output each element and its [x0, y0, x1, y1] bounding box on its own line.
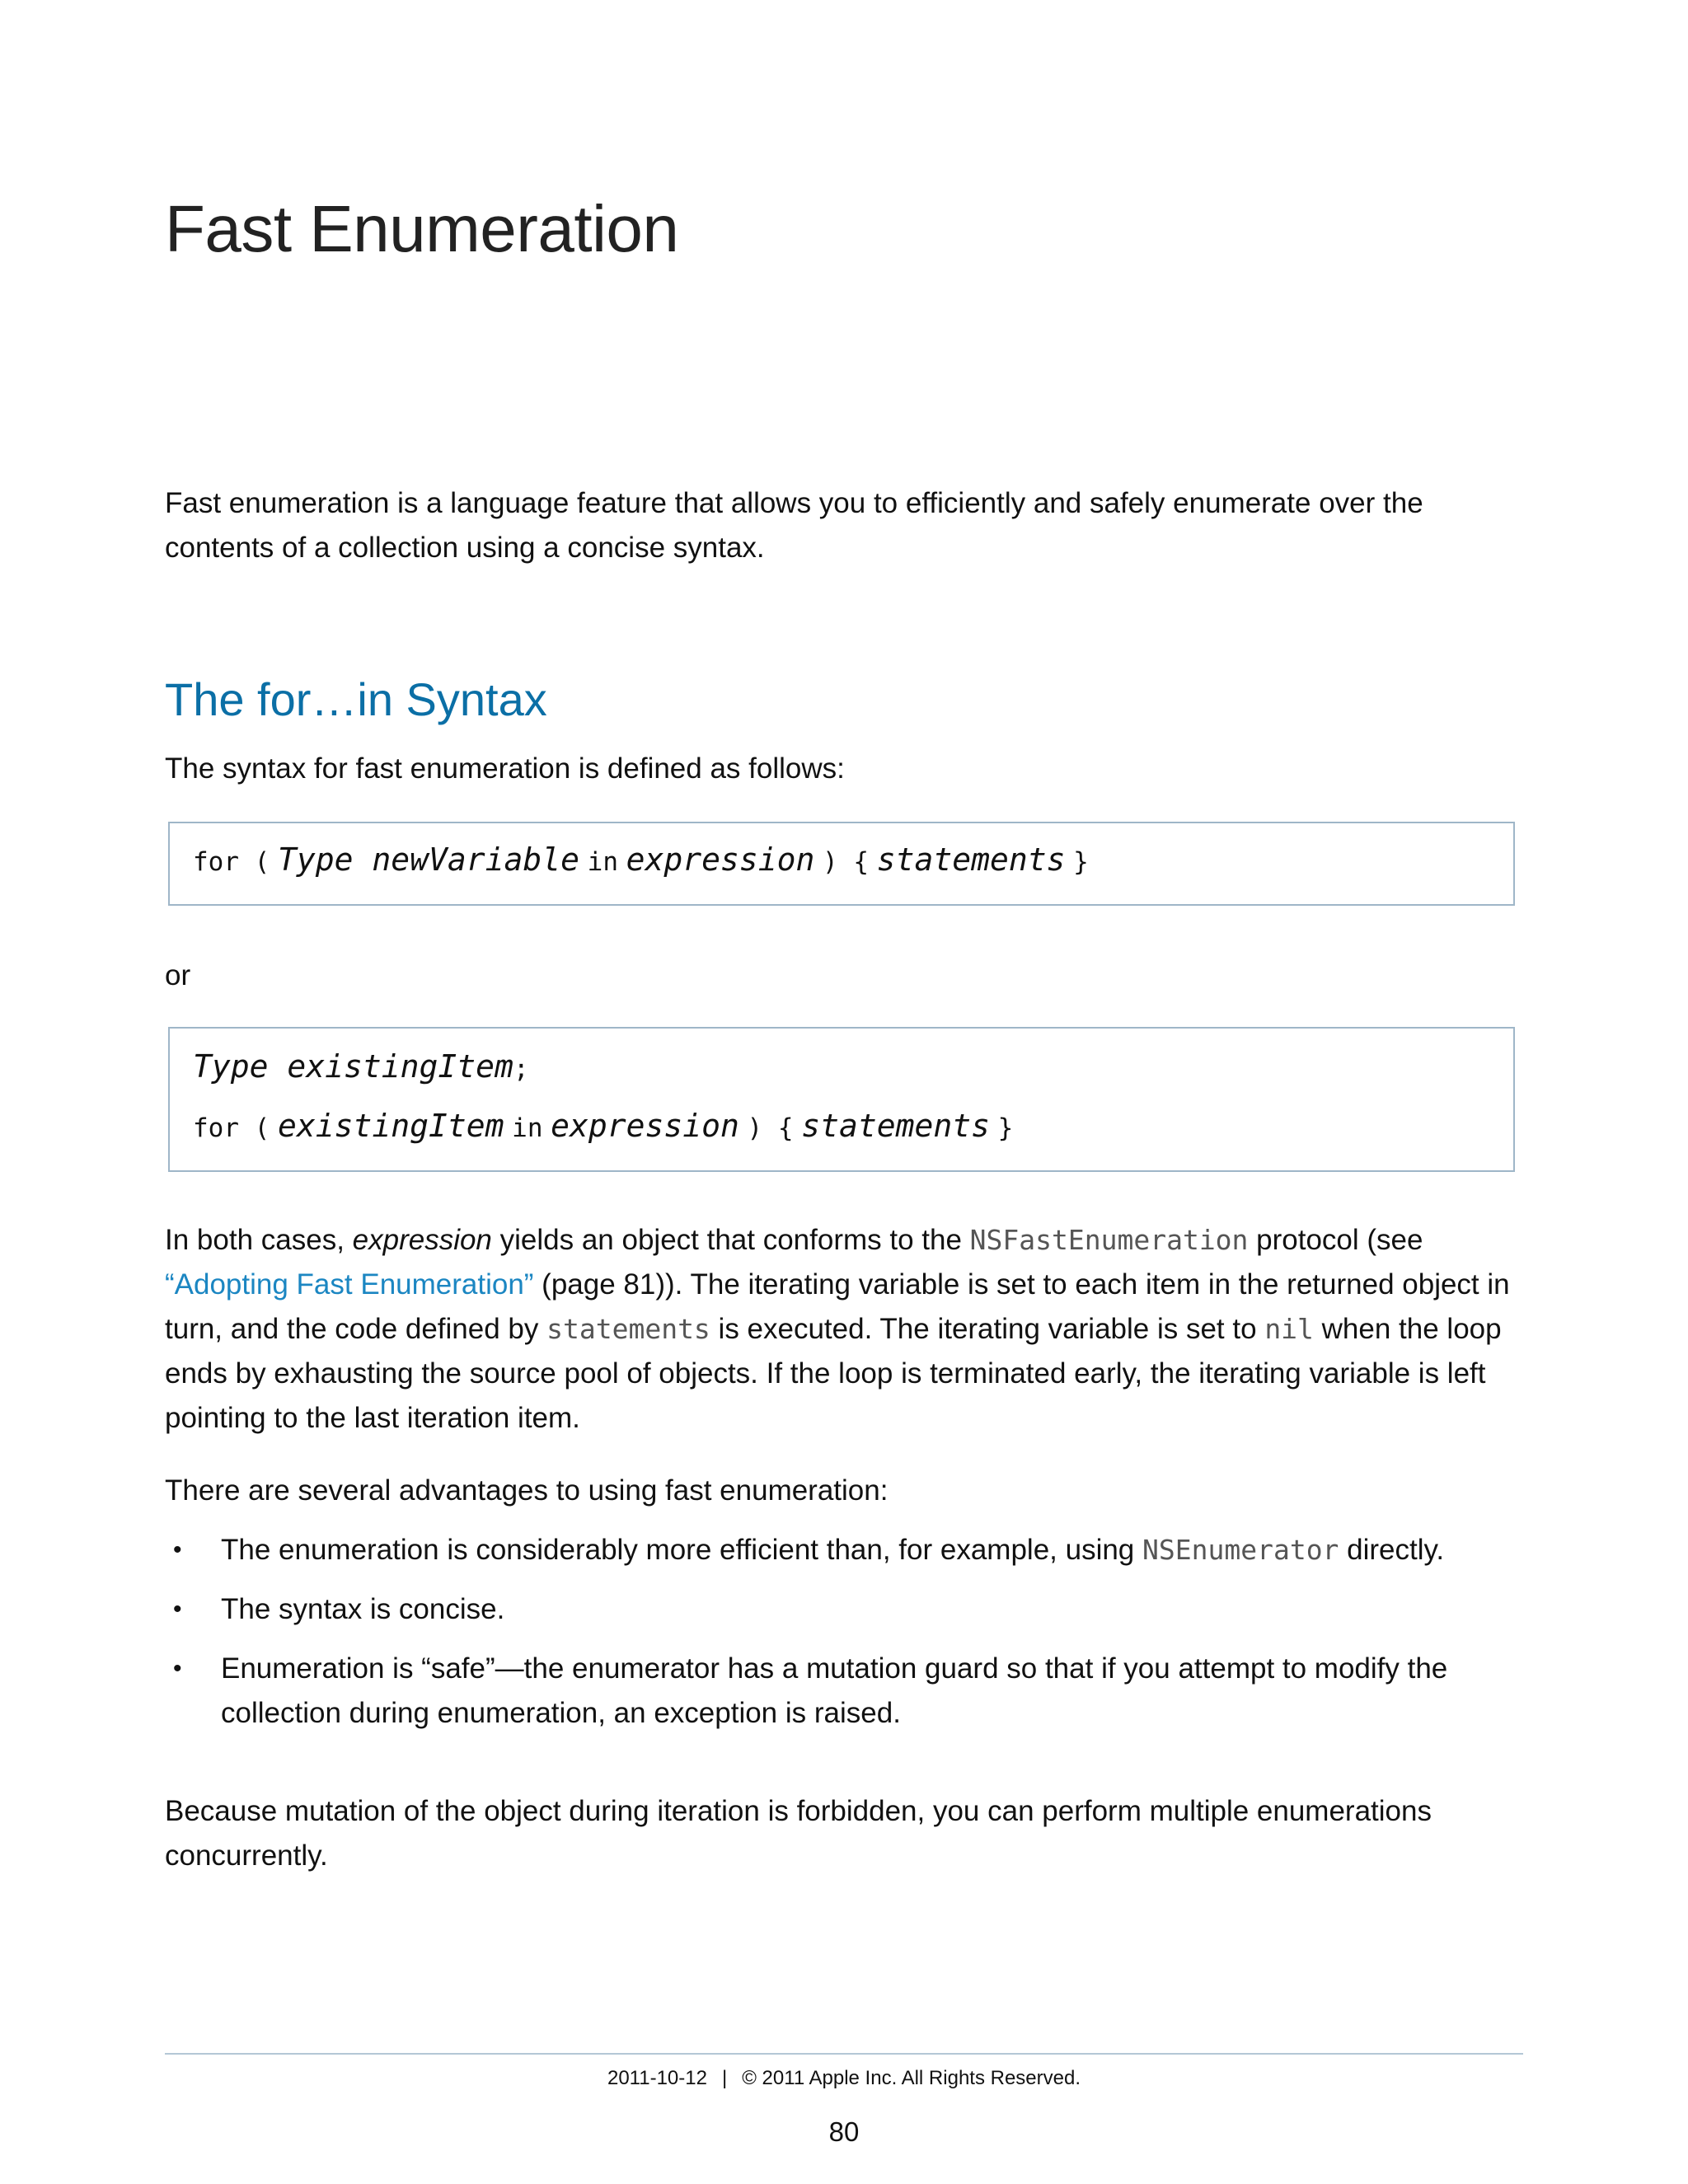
explanation-text: is executed. The iterating variable is set to	[710, 1313, 1265, 1345]
explanation-text: protocol (see	[1248, 1224, 1423, 1256]
code-line	[193, 1108, 1013, 1144]
page-number: 80	[828, 2116, 860, 2147]
intro-paragraph: Fast enumeration is a language feature that allows you to efficiently and safely enumerate over the contents of a collection using a concise syntax.	[165, 487, 1423, 564]
code-brace-open: ) {	[747, 1113, 794, 1143]
inline-code-nil: nil	[1264, 1313, 1314, 1345]
bullet-icon: •	[173, 1536, 182, 1563]
code-placeholder-statements: statements	[876, 841, 1066, 878]
footer	[0, 2067, 1688, 2090]
code-block-syntax-new-variable	[168, 822, 1515, 906]
advantages-list	[165, 1528, 1525, 1750]
list-item-text: The syntax is concise.	[221, 1593, 505, 1625]
code-placeholder-type-variable: Type newVariable	[277, 841, 580, 878]
advantages-intro: There are several advantages to using fast enumeration:	[165, 1474, 889, 1507]
code-keyword-in: in	[512, 1113, 543, 1143]
footer-divider	[165, 2053, 1523, 2055]
mutation-paragraph: Because mutation of the object during iteration is forbidden, you can perform multiple enumerations concurrently.	[165, 1795, 1432, 1872]
list-item	[165, 1528, 1525, 1572]
code-placeholder-expression: expression	[626, 841, 815, 878]
section-heading: The for…in Syntax	[165, 673, 547, 725]
list-item	[165, 1647, 1525, 1736]
inline-code-nsfastenumeration: NSFastEnumeration	[969, 1224, 1249, 1256]
code-placeholder-statements: statements	[801, 1108, 990, 1144]
inline-code-nsenumerator: NSEnumerator	[1142, 1534, 1339, 1566]
explanation-text: (page 81)). The iterating variable is set to each item in the returned object in turn, and the code defined by	[165, 1268, 1510, 1345]
footer-copyright: © 2011 Apple Inc. All Rights Reserved.	[742, 2067, 1081, 2089]
code-placeholder-existing-item: existingItem	[277, 1108, 504, 1144]
inline-code-statements: statements	[546, 1313, 710, 1345]
explanation-text: when the loop ends by exhausting the source pool of objects. If the loop is terminated early, the iterating variable is left pointing to the last iteration item.	[165, 1313, 1502, 1434]
chapter-title: Fast Enumeration	[165, 192, 679, 265]
explanation-paragraph	[165, 1218, 1525, 1441]
code-placeholder-expression: expression	[551, 1108, 739, 1144]
list-item-text: directly.	[1339, 1534, 1445, 1566]
syntax-intro-text: The syntax for fast enumeration is defined as follows:	[165, 752, 845, 785]
bullet-icon: •	[173, 1596, 182, 1623]
explanation-text: yields an object that conforms to the	[491, 1224, 970, 1256]
code-line	[193, 841, 1089, 878]
code-semicolon: ;	[513, 1054, 529, 1084]
code-brace-close: }	[997, 1113, 1014, 1143]
code-keyword-for: for (	[193, 1113, 270, 1143]
or-text: or	[165, 959, 191, 991]
link-adopting-fast-enumeration[interactable]: “Adopting Fast Enumeration”	[165, 1268, 534, 1301]
list-item	[165, 1587, 1525, 1632]
code-keyword-for: for (	[193, 847, 270, 877]
code-placeholder-existing-declaration: Type existingItem	[193, 1048, 513, 1085]
explanation-text: In both cases,	[165, 1224, 353, 1256]
code-block-syntax-existing-item	[168, 1027, 1515, 1172]
list-item-text: Enumeration is “safe”—the enumerator has a mutation guard so that if you attempt to modify the collection during enumeration, an exception is raised.	[221, 1652, 1448, 1729]
emphasis-expression: expression	[352, 1224, 492, 1256]
code-brace-open: ) {	[823, 847, 870, 877]
code-keyword-in: in	[587, 847, 618, 877]
list-item-text: The enumeration is considerably more efficient than, for example, using	[221, 1534, 1143, 1566]
code-brace-close: }	[1073, 847, 1089, 877]
bullet-icon: •	[173, 1655, 182, 1682]
footer-separator: |	[721, 2067, 728, 2089]
footer-date: 2011-10-12	[607, 2067, 707, 2089]
code-line	[193, 1048, 529, 1085]
